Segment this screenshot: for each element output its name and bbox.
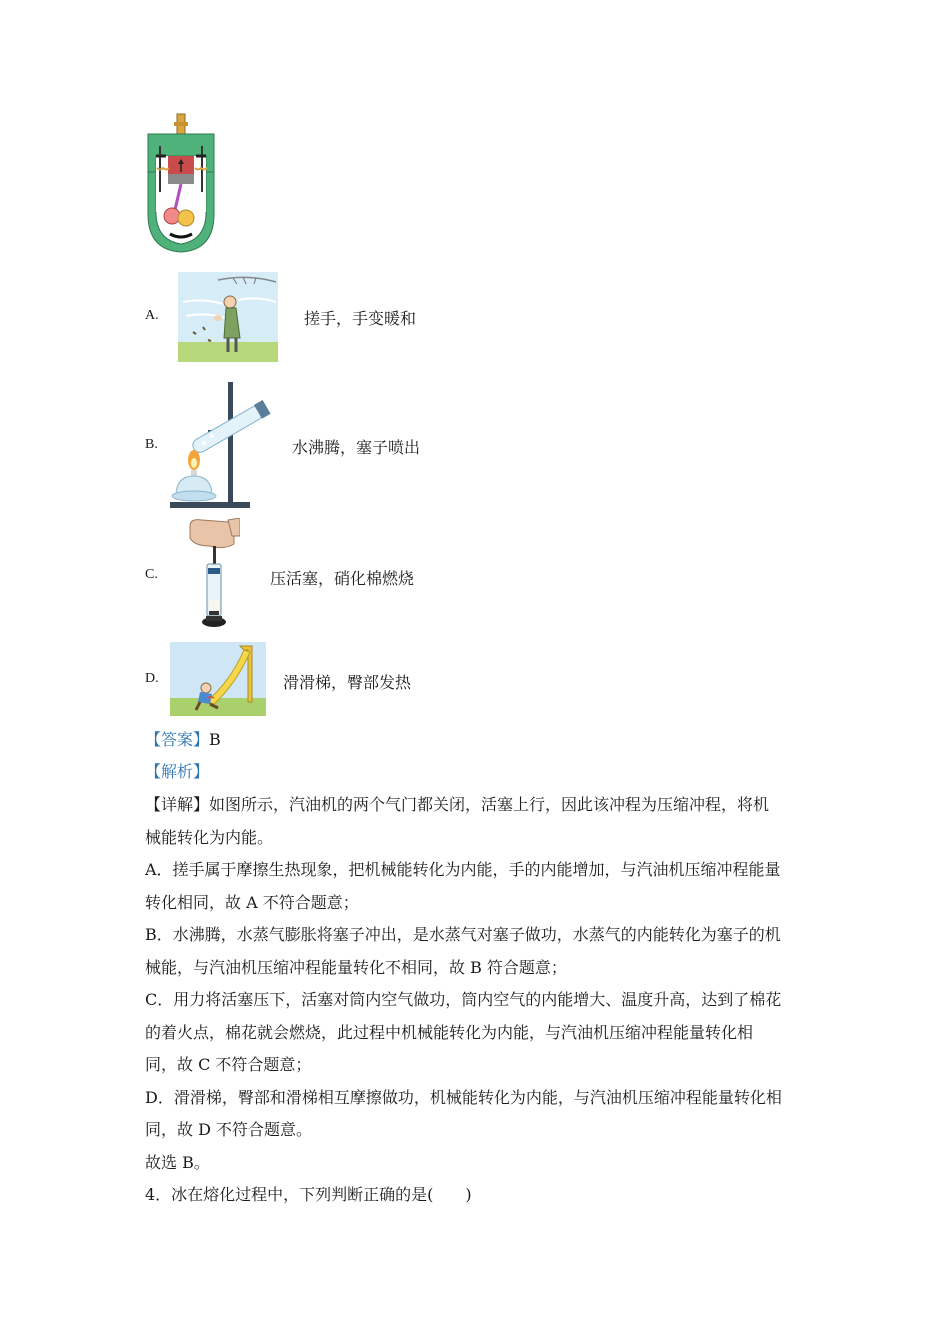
detail-line-8: 的着火点，棉花就会燃烧，此过程中机械能转化为内能，与汽油机压缩冲程能量转化相	[145, 1023, 754, 1042]
detail-line-11: 同，故 D 不符合题意。	[145, 1120, 313, 1139]
detail-line-4: 转化相同，故 A 不符合题意；	[145, 893, 359, 912]
detail-tag: 【详解】	[145, 795, 210, 814]
answer-tag: 【答案】	[145, 730, 210, 749]
option-a-letter: A.	[145, 308, 159, 323]
detail-line-9: 同，故 C 不符合题意；	[145, 1055, 312, 1074]
detail-line-12: 故选 B。	[145, 1153, 210, 1172]
answer-line	[145, 728, 221, 752]
detail-text-1: 如图所示，汽油机的两个气门都关闭，活塞上行，因此该冲程为压缩冲程，将机	[209, 795, 770, 814]
detail-line-7: C．用力将活塞压下，活塞对筒内空气做功，筒内空气的内能增大、温度升高，达到了棉花	[145, 990, 782, 1009]
detail-line-1	[145, 793, 769, 817]
engine-compression-stroke-figure	[140, 112, 222, 254]
option-a-text: 搓手，手变暖和	[304, 309, 417, 328]
analysis-tag: 【解析】	[145, 762, 210, 781]
detail-line-10: D．滑滑梯，臀部和滑梯相互摩擦做功，机械能转化为内能，与汽油机压缩冲程能量转化相	[145, 1088, 782, 1107]
option-b-text: 水沸腾，塞子喷出	[292, 438, 421, 457]
next-question: 4．冰在熔化过程中，下列判断正确的是( )	[145, 1185, 472, 1204]
option-d-illustration	[170, 642, 266, 716]
option-c-text: 压活塞，硝化棉燃烧	[270, 569, 415, 588]
option-c-illustration	[180, 518, 240, 632]
detail-line-6: 械能，与汽油机压缩冲程能量转化不相同，故 B 符合题意；	[145, 958, 567, 977]
option-b-illustration	[168, 378, 278, 512]
analysis-line	[145, 760, 209, 784]
answer-value: B	[209, 730, 221, 749]
option-d-text: 滑滑梯，臀部发热	[283, 673, 412, 692]
detail-line-3: A．搓手属于摩擦生热现象，把机械能转化为内能，手的内能增加，与汽油机压缩冲程能量	[145, 860, 781, 879]
option-b-letter: B.	[145, 437, 158, 452]
option-c-letter: C.	[145, 567, 158, 582]
option-a-illustration	[178, 272, 278, 362]
detail-line-5: B．水沸腾，水蒸气膨胀将塞子冲出，是水蒸气对塞子做功，水蒸气的内能转化为塞子的机	[145, 925, 781, 944]
detail-line-2: 械能转化为内能。	[145, 828, 274, 847]
option-d-letter: D.	[145, 671, 159, 686]
